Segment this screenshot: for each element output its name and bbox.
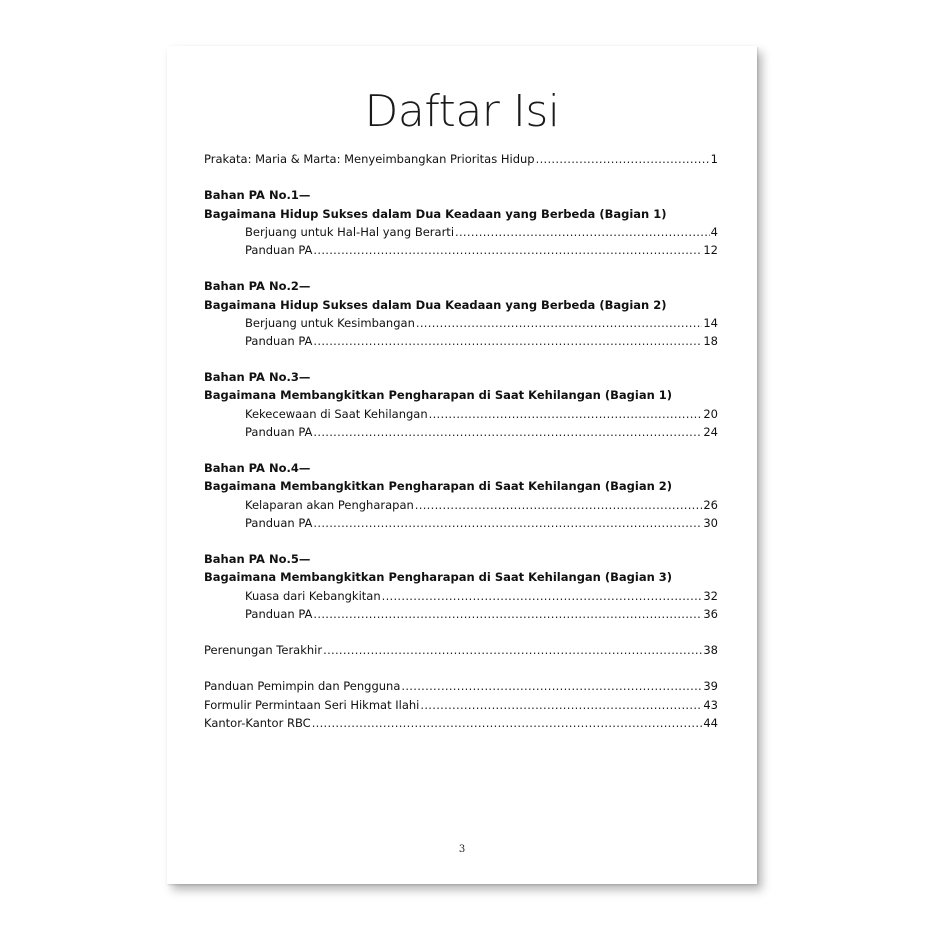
toc-entry-page: 44: [703, 715, 718, 730]
toc-entry-text: Formulir Permintaan Seri Hikmat Ilahi: [204, 697, 420, 712]
toc-entry-reflection[interactable]: [204, 641, 718, 659]
section-subheading: Bagaimana Hidup Sukses dalam Dua Keadaan yang Berbeda (Bagian 2): [204, 297, 667, 312]
toc-entry-text: Kuasa dari Kebangkitan: [245, 588, 381, 603]
toc-entry-page: 4: [710, 224, 718, 239]
toc-entry-text: Kelaparan akan Pengharapan: [245, 497, 414, 512]
section-subheading: Bagaimana Membangkitkan Pengharapan di Saat Kehilangan (Bagian 1): [204, 388, 673, 403]
toc-entry-page: 30: [703, 515, 718, 530]
section-heading: Bahan PA No.3—: [204, 370, 311, 385]
section-heading: Bahan PA No.4—: [204, 461, 311, 476]
toc-entry[interactable]: [204, 223, 718, 241]
dot-leader: [455, 223, 710, 241]
section-heading: Bahan PA No.1—: [204, 188, 311, 203]
dot-leader: [313, 332, 702, 350]
toc-entry[interactable]: [204, 605, 718, 623]
toc-entry[interactable]: [204, 423, 718, 441]
section-subheading: Bagaimana Membangkitkan Pengharapan di Saat Kehilangan (Bagian 3): [204, 570, 673, 585]
toc-entry-page: 12: [703, 242, 718, 257]
dot-leader: [313, 423, 702, 441]
section-heading: Bahan PA No.2—: [204, 279, 311, 294]
toc-entry-page: 20: [703, 406, 718, 421]
toc-entry-page: 36: [703, 606, 718, 621]
toc-entry-text: Panduan PA: [245, 333, 313, 348]
dot-leader: [313, 605, 702, 623]
toc-entry[interactable]: [204, 332, 718, 350]
section-subheading: Bagaimana Hidup Sukses dalam Dua Keadaan yang Berbeda (Bagian 1): [204, 206, 667, 221]
toc-entry-text: Panduan Pemimpin dan Pengguna: [204, 679, 401, 694]
toc-entry-appendix[interactable]: [204, 677, 718, 695]
toc-entry-page: 26: [703, 497, 718, 512]
toc-entry-text: Perenungan Terakhir: [204, 643, 323, 658]
toc-entry-page: 1: [710, 152, 718, 166]
toc-entry-page: 24: [703, 424, 718, 439]
dot-leader: [313, 241, 702, 259]
toc-entry[interactable]: [204, 587, 718, 605]
toc-entry-appendix[interactable]: [204, 714, 718, 732]
dot-leader: [382, 587, 703, 605]
toc-entry-text: Panduan PA: [245, 515, 313, 530]
document-page: [167, 46, 757, 884]
toc-entry-preface[interactable]: [204, 150, 718, 168]
dot-leader: [323, 641, 702, 659]
dot-leader: [312, 714, 703, 732]
toc-entry-page: 43: [703, 697, 718, 712]
page-number: 3: [458, 844, 466, 855]
toc-entry[interactable]: [204, 314, 718, 332]
dot-leader: [536, 150, 710, 168]
toc-entry-page: 32: [703, 588, 718, 603]
dot-leader: [416, 314, 702, 332]
toc-entry-text: Panduan PA: [245, 424, 313, 439]
dot-leader: [415, 496, 703, 514]
toc-entry[interactable]: [204, 496, 718, 514]
section-subheading: Bagaimana Membangkitkan Pengharapan di Saat Kehilangan (Bagian 2): [204, 479, 673, 494]
toc-entry[interactable]: [204, 241, 718, 259]
toc-entry[interactable]: [204, 405, 718, 423]
dot-leader: [429, 405, 703, 423]
dot-leader: [313, 514, 702, 532]
toc-entry-text: Kantor-Kantor RBC: [204, 715, 311, 730]
toc-entry-page: 14: [703, 315, 718, 330]
toc-entry-page: 18: [703, 333, 718, 348]
toc-entry-text: Berjuang untuk Hal-Hal yang Berarti: [245, 224, 455, 239]
toc-entry-appendix[interactable]: [204, 696, 718, 714]
dot-leader: [401, 677, 702, 695]
toc-entry-text: Prakata: Maria & Marta: Menyeimbangkan Prioritas Hidup: [204, 152, 535, 166]
toc-entry-page: 39: [703, 679, 718, 694]
section-heading: Bahan PA No.5—: [204, 552, 311, 567]
toc-entry[interactable]: [204, 514, 718, 532]
table-of-contents: [204, 150, 718, 732]
toc-entry-text: Kekecewaan di Saat Kehilangan: [245, 406, 428, 421]
dot-leader: [420, 696, 702, 714]
toc-entry-page: 38: [703, 643, 718, 658]
toc-entry-text: Berjuang untuk Kesimbangan: [245, 315, 415, 330]
page-title: Daftar Isi: [364, 86, 560, 137]
toc-entry-text: Panduan PA: [245, 242, 313, 257]
toc-entry-text: Panduan PA: [245, 606, 313, 621]
